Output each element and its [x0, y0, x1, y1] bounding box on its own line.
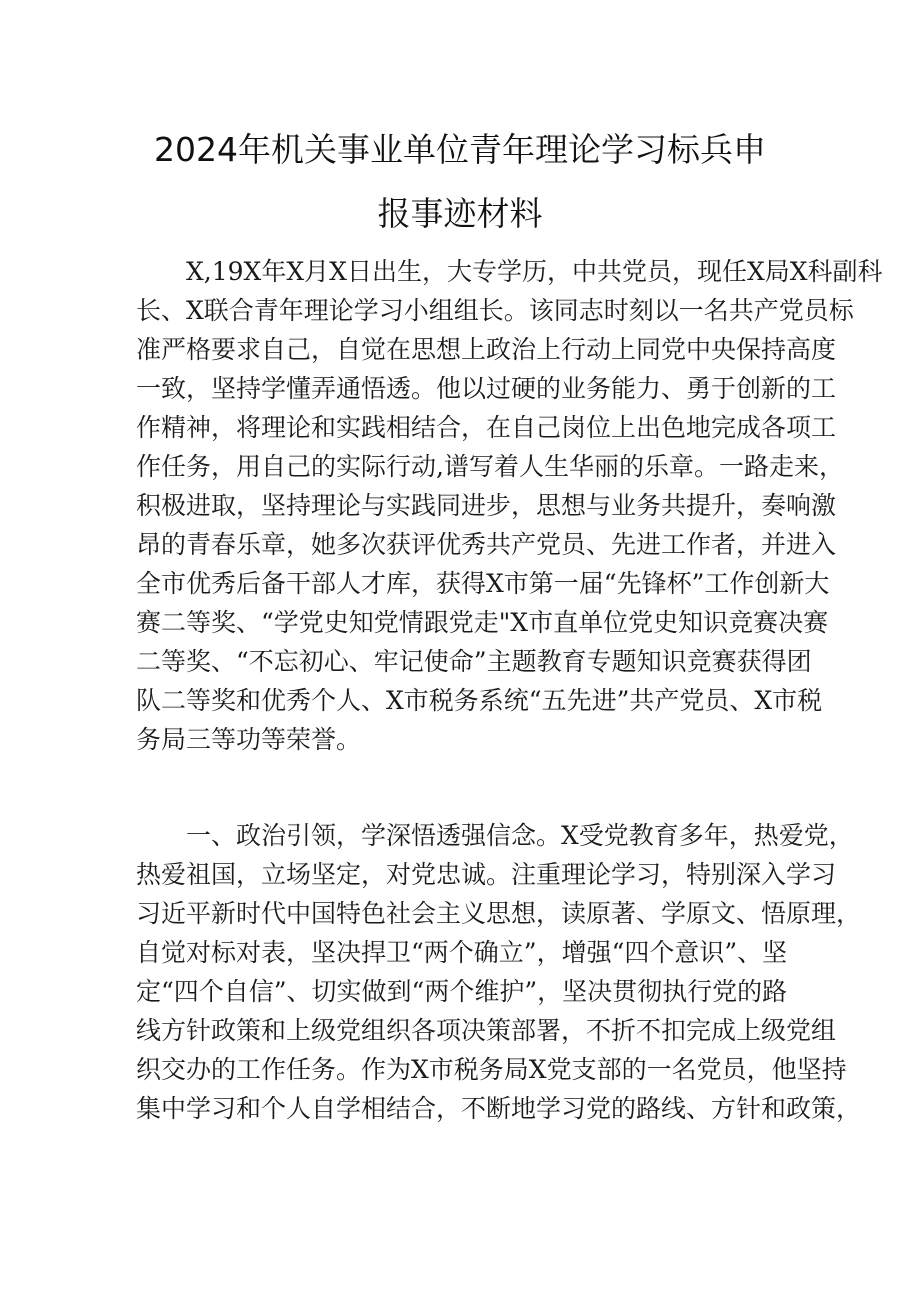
paragraph-line: 作任务，用自己的实际行动,谱写着人生华丽的乐章。一路走来， — [136, 452, 844, 481]
paragraph-line: 热爱祖国，立场坚定，对党忠诚。注重理论学习，特别深入学习 — [136, 860, 837, 889]
document-title-line-2: 报事迹材料 — [377, 194, 543, 233]
paragraph-line: 全市优秀后备干部人才库，获得X市第一届“先锋杯”工作创新大 — [136, 569, 830, 598]
paragraph-line: 准严格要求自己，自觉在思想上政治上行动上同党中央保持高度 — [136, 335, 837, 364]
paragraph-line: 习近平新时代中国特色社会主义思想，读原著、学原文、悟原理， — [136, 899, 862, 928]
paragraph-intro — [136, 252, 883, 759]
paragraph-line: 织交办的工作任务。作为X市税务局X党支部的一名党员，他坚持 — [136, 1055, 847, 1084]
document-title-line-1: 2024年机关事业单位青年理论学习标兵申 — [154, 130, 766, 169]
paragraph-line: 队二等奖和优秀个人、X市税务系统“五先进”共产党员、X市税 — [136, 686, 823, 715]
paragraph-line: 务局三等功等荣誉。 — [136, 725, 362, 754]
paragraph-line: 一、政治引领，学深悟透强信念。X受党教育多年，热爱党， — [186, 821, 854, 850]
paragraph-line: 自觉对标对表，坚决捍卫“两个确立”，增强“四个意识”、坚 — [136, 938, 788, 967]
paragraph-line: X,19X年X月X日出生，大专学历，中共党员，现任X局X科副科 — [186, 257, 883, 286]
paragraph-line: 赛二等奖、“学党史知党情跟党走"X市直单位党史知识竞赛决赛 — [136, 608, 829, 637]
paragraph-line: 作精神，将理论和实践相结合，在自己岗位上出色地完成各项工 — [136, 413, 837, 442]
paragraph-line: 线方针政策和上级党组织各项决策部署，不折不扣完成上级党组 — [136, 1016, 837, 1045]
paragraph-line: 集中学习和个人自学相结合，不断地学习党的路线、方针和政策， — [136, 1094, 862, 1123]
paragraph-political-guidance — [136, 816, 862, 1128]
paragraph-line: 积极进取，坚持理论与实践同进步，思想与业务共提升，奏响激 — [136, 491, 837, 520]
paragraph-line: 昂的青春乐章，她多次获评优秀共产党员、先进工作者，并进入 — [136, 530, 837, 559]
paragraph-line: 二等奖、“不忘初心、牢记使命”主题教育专题知识竞赛获得团 — [136, 647, 812, 676]
paragraph-line: 一致，坚持学懂弄通悟透。他以过硬的业务能力、勇于创新的工 — [136, 374, 837, 403]
paragraph-line: 长、X联合青年理论学习小组组长。该同志时刻以一名共产党员标 — [136, 296, 854, 325]
paragraph-line: 定“四个自信”、切实做到“两个维护”，坚决贯彻执行党的路 — [136, 977, 788, 1006]
